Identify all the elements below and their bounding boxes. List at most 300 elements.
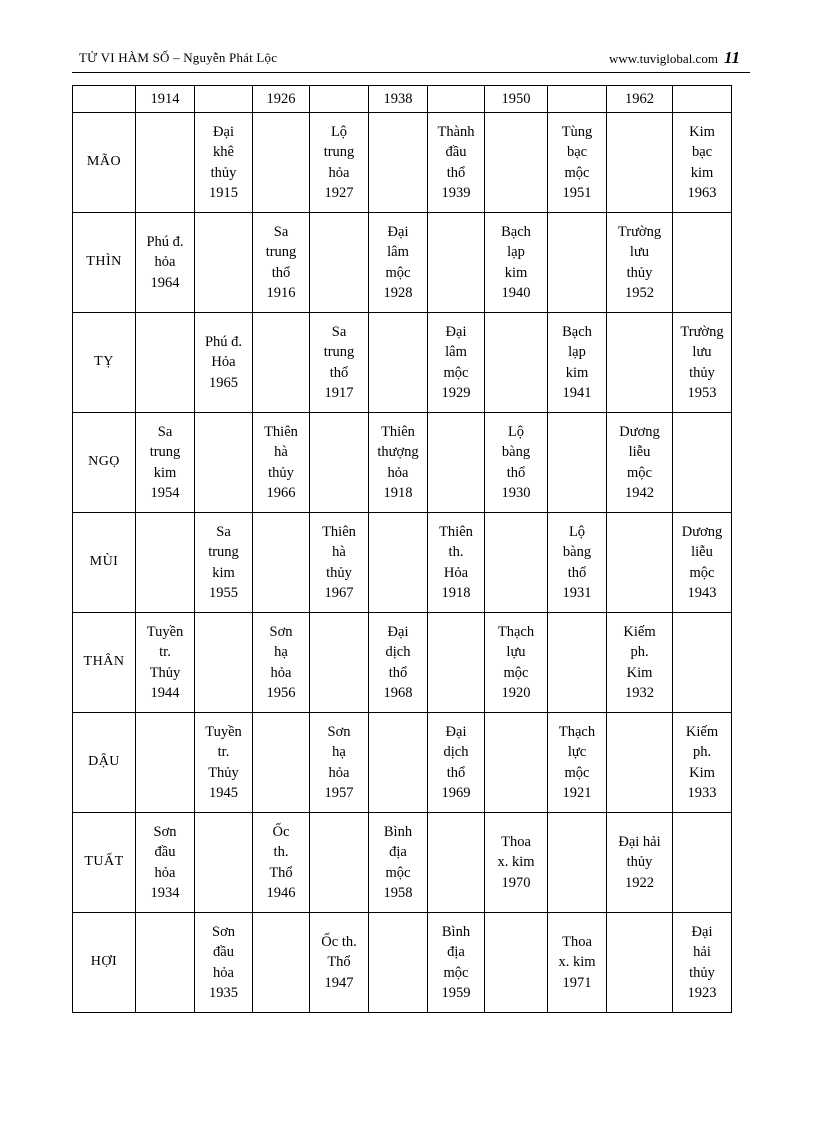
empty-cell bbox=[136, 913, 195, 1013]
empty-cell bbox=[195, 413, 253, 513]
row-label: MÃO bbox=[73, 113, 136, 213]
empty-cell bbox=[369, 513, 428, 613]
year-header-cell bbox=[548, 86, 607, 113]
row-label: THÂN bbox=[73, 613, 136, 713]
element-cell bbox=[548, 513, 607, 613]
cell-text-line: 1927 bbox=[324, 185, 354, 201]
element-cell bbox=[485, 813, 548, 913]
cell-text-line: Đại hải bbox=[618, 833, 661, 850]
empty-cell bbox=[607, 113, 673, 213]
cell-text-line: 1940 bbox=[501, 285, 531, 301]
cell-text-line: 1921 bbox=[562, 785, 592, 801]
cell-text-line: Thạch bbox=[497, 623, 535, 640]
element-cell bbox=[673, 113, 732, 213]
cell-text-line: lựu bbox=[506, 644, 526, 660]
cell-text-line: 1967 bbox=[324, 585, 354, 601]
cell-text-line: Thiên bbox=[439, 523, 473, 540]
cell-text-line: mộc bbox=[385, 264, 411, 281]
cell-text-line: địa bbox=[447, 944, 465, 960]
element-cell bbox=[428, 513, 485, 613]
cell-text-line: 1923 bbox=[687, 985, 717, 1001]
cell-text-line: 1916 bbox=[266, 285, 296, 301]
empty-cell bbox=[485, 913, 548, 1013]
cell-text-line: 1933 bbox=[687, 785, 717, 801]
cell-text-line: Bình bbox=[383, 823, 413, 840]
empty-cell bbox=[428, 213, 485, 313]
cell-text-line: Sa bbox=[216, 523, 231, 540]
cell-text-line: 1942 bbox=[625, 485, 654, 501]
cell-text-line: Lộ bbox=[507, 423, 525, 440]
cell-text-line: Thạch bbox=[558, 723, 596, 740]
element-cell bbox=[607, 613, 673, 713]
year-header-cell: 1950 bbox=[485, 86, 548, 113]
cell-text-line: mộc bbox=[564, 764, 590, 781]
cell-text-line: kim bbox=[565, 364, 589, 381]
cell-text-line: ph. bbox=[630, 644, 649, 660]
cell-text-line: Tuyền bbox=[146, 623, 184, 640]
empty-cell bbox=[485, 313, 548, 413]
cell-text-line: Thủy bbox=[208, 764, 239, 781]
empty-cell bbox=[253, 713, 310, 813]
cell-text-line: 1922 bbox=[625, 874, 654, 891]
cell-text-line: 1932 bbox=[625, 685, 654, 701]
cell-text-line: lâm bbox=[387, 244, 409, 260]
cell-text-line: Sa bbox=[331, 323, 347, 340]
cell-text-line: Sơn bbox=[153, 823, 177, 840]
element-cell bbox=[195, 313, 253, 413]
element-cell bbox=[485, 613, 548, 713]
empty-cell bbox=[428, 813, 485, 913]
cell-text-line: dịch bbox=[385, 644, 411, 660]
empty-cell bbox=[310, 413, 369, 513]
cell-text-line: Thổ bbox=[327, 954, 351, 971]
cell-text-line: dịch bbox=[443, 744, 469, 760]
table-row bbox=[73, 813, 732, 913]
table-row bbox=[73, 613, 732, 713]
cell-text-line: 1957 bbox=[324, 785, 354, 801]
cell-text-line: hỏa bbox=[270, 664, 292, 681]
element-cell bbox=[253, 613, 310, 713]
cell-text-line: Thiên bbox=[264, 423, 298, 440]
element-cell bbox=[310, 113, 369, 213]
year-header-cell bbox=[673, 86, 732, 113]
cell-text-line: 1941 bbox=[562, 385, 592, 401]
cell-text-line: 1947 bbox=[324, 974, 354, 991]
cell-text-line: 1966 bbox=[266, 485, 296, 501]
corner-cell bbox=[73, 86, 136, 113]
cell-text-line: thủy bbox=[626, 854, 653, 871]
element-cell bbox=[369, 413, 428, 513]
cell-text-line: trung bbox=[323, 144, 355, 160]
cell-text-line: Sơn bbox=[327, 723, 351, 740]
cell-text-line: Trường bbox=[680, 323, 724, 340]
cell-text-line: mộc bbox=[443, 964, 469, 981]
empty-cell bbox=[136, 113, 195, 213]
empty-cell bbox=[548, 813, 607, 913]
row-label: HỢI bbox=[73, 913, 136, 1013]
empty-cell bbox=[607, 713, 673, 813]
cell-text-line: kim bbox=[153, 464, 177, 481]
cell-text-line: Dương bbox=[681, 523, 723, 540]
cell-text-line: 1944 bbox=[150, 685, 180, 701]
cell-text-line: 1956 bbox=[266, 685, 296, 701]
cell-text-line: Tuyền bbox=[205, 723, 242, 740]
element-cell bbox=[485, 213, 548, 313]
cell-text-line: Lộ bbox=[330, 123, 348, 140]
cell-text-line: hà bbox=[274, 444, 288, 460]
cell-text-line: 1934 bbox=[150, 885, 180, 901]
empty-cell bbox=[607, 913, 673, 1013]
cell-text-line: 1946 bbox=[266, 885, 296, 901]
element-cell bbox=[253, 413, 310, 513]
element-cell bbox=[136, 413, 195, 513]
cell-text-line: Kiếm bbox=[623, 623, 656, 640]
cell-text-line: thổ bbox=[271, 264, 291, 281]
cell-text-line: hạ bbox=[274, 644, 288, 660]
cell-text-line: bàng bbox=[501, 444, 531, 460]
year-element-table bbox=[72, 85, 732, 1013]
element-cell bbox=[310, 513, 369, 613]
header-right bbox=[609, 48, 740, 68]
cell-text-line: 1965 bbox=[209, 374, 238, 391]
element-cell bbox=[607, 213, 673, 313]
empty-cell bbox=[253, 513, 310, 613]
cell-text-line: mộc bbox=[503, 664, 529, 681]
cell-text-line: Thiên bbox=[322, 523, 356, 540]
page-number: 11 bbox=[723, 48, 740, 67]
cell-text-line: lực bbox=[567, 744, 587, 760]
year-header-cell: 1938 bbox=[369, 86, 428, 113]
row-label: NGỌ bbox=[73, 413, 136, 513]
cell-text-line: 1971 bbox=[562, 974, 592, 991]
element-cell bbox=[548, 313, 607, 413]
table-row bbox=[73, 313, 732, 413]
row-label: TỴ bbox=[73, 313, 136, 413]
empty-cell bbox=[548, 213, 607, 313]
cell-text-line: Đại bbox=[691, 923, 713, 940]
cell-text-line: khê bbox=[213, 144, 234, 160]
element-cell bbox=[195, 913, 253, 1013]
table-row bbox=[73, 413, 732, 513]
element-cell bbox=[369, 813, 428, 913]
cell-text-line: lạp bbox=[568, 344, 586, 360]
element-cell bbox=[136, 813, 195, 913]
element-cell bbox=[548, 913, 607, 1013]
cell-text-line: Bạch bbox=[501, 223, 531, 240]
cell-text-line: tr. bbox=[217, 744, 230, 760]
cell-text-line: hỏa bbox=[154, 864, 176, 881]
cell-text-line: 1969 bbox=[441, 785, 471, 801]
element-cell bbox=[195, 713, 253, 813]
cell-text-line: liễu bbox=[691, 544, 713, 560]
cell-text-line: Dương bbox=[619, 423, 660, 440]
cell-text-line: hỏa bbox=[328, 764, 350, 781]
element-cell bbox=[310, 313, 369, 413]
empty-cell bbox=[485, 713, 548, 813]
cell-text-line: 1955 bbox=[209, 585, 238, 601]
table-row bbox=[73, 713, 732, 813]
cell-text-line: hạ bbox=[332, 744, 346, 760]
cell-text-line: thủy bbox=[268, 464, 294, 481]
cell-text-line: bạc bbox=[566, 144, 588, 160]
cell-text-line: tr. bbox=[159, 644, 171, 660]
empty-cell bbox=[310, 813, 369, 913]
cell-text-line: địa bbox=[389, 844, 407, 860]
cell-text-line: Kim bbox=[689, 123, 715, 140]
empty-cell bbox=[548, 413, 607, 513]
cell-text-line: 1928 bbox=[383, 285, 413, 301]
cell-text-line: hải bbox=[693, 944, 711, 960]
empty-cell bbox=[253, 313, 310, 413]
element-cell bbox=[428, 113, 485, 213]
empty-cell bbox=[195, 613, 253, 713]
cell-text-line: trung bbox=[323, 344, 355, 360]
empty-cell bbox=[310, 613, 369, 713]
empty-cell bbox=[136, 513, 195, 613]
cell-text-line: Thành bbox=[437, 123, 475, 140]
element-cell bbox=[607, 813, 673, 913]
year-header-cell bbox=[428, 86, 485, 113]
cell-text-line: 1963 bbox=[687, 185, 717, 201]
cell-text-line: Hỏa bbox=[211, 354, 236, 371]
cell-text-line: 1917 bbox=[324, 385, 354, 401]
cell-text-line: thủy bbox=[326, 564, 352, 581]
cell-text-line: 1930 bbox=[501, 485, 531, 501]
empty-cell bbox=[369, 113, 428, 213]
element-cell bbox=[253, 813, 310, 913]
empty-cell bbox=[369, 313, 428, 413]
cell-text-line: đầu bbox=[154, 844, 176, 860]
element-cell bbox=[136, 613, 195, 713]
empty-cell bbox=[253, 113, 310, 213]
cell-text-line: Kim bbox=[626, 664, 653, 681]
empty-cell bbox=[195, 213, 253, 313]
cell-text-line: Kiếm bbox=[685, 723, 719, 740]
element-cell bbox=[428, 313, 485, 413]
cell-text-line: thủy bbox=[626, 264, 653, 281]
cell-text-line: 1958 bbox=[383, 885, 413, 901]
cell-text-line: 1939 bbox=[441, 185, 471, 201]
cell-text-line: Ốc th. bbox=[321, 933, 357, 950]
cell-text-line: kim bbox=[504, 264, 528, 281]
cell-text-line: 1954 bbox=[150, 485, 180, 501]
cell-text-line: Đại bbox=[445, 723, 467, 740]
cell-text-line: thổ bbox=[446, 764, 466, 781]
empty-cell bbox=[607, 513, 673, 613]
row-label: DẬU bbox=[73, 713, 136, 813]
cell-text-line: liễu bbox=[628, 444, 651, 460]
element-cell bbox=[428, 913, 485, 1013]
cell-text-line: mộc bbox=[689, 564, 715, 581]
cell-text-line: hỏa bbox=[387, 464, 409, 481]
cell-text-line: Ốc bbox=[272, 823, 290, 840]
table-body bbox=[73, 86, 732, 1013]
year-header-cell bbox=[195, 86, 253, 113]
cell-text-line: Kim bbox=[689, 764, 715, 781]
cell-text-line: 1918 bbox=[383, 485, 413, 501]
cell-text-line: thổ bbox=[388, 664, 408, 681]
cell-text-line: Trường bbox=[617, 223, 662, 240]
cell-text-line: Phú đ. bbox=[146, 233, 184, 250]
empty-cell bbox=[548, 613, 607, 713]
header-divider bbox=[72, 72, 750, 73]
cell-text-line: lâm bbox=[445, 344, 467, 360]
element-cell bbox=[310, 713, 369, 813]
empty-cell bbox=[485, 513, 548, 613]
element-cell bbox=[673, 513, 732, 613]
element-cell bbox=[428, 713, 485, 813]
year-header-cell bbox=[310, 86, 369, 113]
cell-text-line: trung bbox=[208, 544, 239, 560]
table-row bbox=[73, 213, 732, 313]
empty-cell bbox=[673, 413, 732, 513]
cell-text-line: Tùng bbox=[561, 123, 593, 140]
cell-text-line: hỏa bbox=[154, 254, 176, 271]
empty-cell bbox=[310, 213, 369, 313]
cell-text-line: x. kim bbox=[497, 854, 535, 871]
element-cell bbox=[548, 113, 607, 213]
cell-text-line: đầu bbox=[213, 944, 234, 960]
cell-text-line: Bình bbox=[441, 923, 471, 940]
year-header-cell: 1926 bbox=[253, 86, 310, 113]
cell-text-line: Sơn bbox=[269, 623, 293, 640]
cell-text-line: Thủy bbox=[149, 664, 181, 681]
empty-cell bbox=[673, 813, 732, 913]
cell-text-line: lạp bbox=[507, 244, 525, 260]
element-cell bbox=[607, 413, 673, 513]
cell-text-line: thủy bbox=[689, 364, 715, 381]
empty-cell bbox=[673, 213, 732, 313]
table-row bbox=[73, 113, 732, 213]
table-row bbox=[73, 513, 732, 613]
cell-text-line: mộc bbox=[443, 364, 469, 381]
year-header-cell: 1914 bbox=[136, 86, 195, 113]
element-cell bbox=[369, 213, 428, 313]
empty-cell bbox=[136, 713, 195, 813]
cell-text-line: Phú đ. bbox=[204, 333, 243, 350]
cell-text-line: 1970 bbox=[501, 874, 531, 891]
element-cell bbox=[673, 713, 732, 813]
cell-text-line: Thổ bbox=[269, 864, 293, 881]
cell-text-line: trung bbox=[149, 444, 181, 460]
cell-text-line: trung bbox=[265, 244, 297, 260]
cell-text-line: 1968 bbox=[383, 685, 413, 701]
website-link[interactable]: www.tuviglobal.com bbox=[609, 51, 718, 66]
cell-text-line: ph. bbox=[692, 744, 712, 760]
cell-text-line: Đại bbox=[387, 623, 409, 640]
cell-text-line: 1943 bbox=[687, 585, 717, 601]
cell-text-line: lưu bbox=[629, 244, 650, 260]
cell-text-line: Sa bbox=[273, 223, 289, 240]
element-cell bbox=[253, 213, 310, 313]
cell-text-line: thổ bbox=[446, 164, 466, 181]
cell-text-line: 1959 bbox=[441, 985, 471, 1001]
cell-text-line: thổ bbox=[329, 364, 349, 381]
element-cell bbox=[548, 713, 607, 813]
empty-cell bbox=[428, 413, 485, 513]
cell-text-line: thổ bbox=[567, 564, 587, 581]
cell-text-line: hỏa bbox=[213, 964, 234, 981]
cell-text-line: thủy bbox=[210, 164, 237, 181]
cell-text-line: Thoa bbox=[501, 833, 531, 850]
cell-text-line: kim bbox=[212, 564, 235, 581]
year-header-row bbox=[73, 86, 732, 113]
empty-cell bbox=[195, 813, 253, 913]
empty-cell bbox=[136, 313, 195, 413]
cell-text-line: 1953 bbox=[687, 385, 717, 401]
cell-text-line: Sơn bbox=[212, 923, 235, 940]
empty-cell bbox=[485, 113, 548, 213]
cell-text-line: mộc bbox=[564, 164, 590, 181]
cell-text-line: 1945 bbox=[209, 785, 238, 801]
cell-text-line: Lộ bbox=[568, 523, 586, 540]
cell-text-line: x. kim bbox=[558, 954, 596, 971]
row-label: THÌN bbox=[73, 213, 136, 313]
cell-text-line: Đại bbox=[445, 323, 467, 340]
element-cell bbox=[136, 213, 195, 313]
row-label: TUẤT bbox=[73, 813, 136, 913]
cell-text-line: 1918 bbox=[441, 585, 471, 601]
row-label: MÙI bbox=[73, 513, 136, 613]
cell-text-line: Thiên bbox=[381, 423, 415, 440]
empty-cell bbox=[369, 713, 428, 813]
empty-cell bbox=[253, 913, 310, 1013]
cell-text-line: Bạch bbox=[562, 323, 592, 340]
cell-text-line: th. bbox=[273, 844, 289, 860]
cell-text-line: bạc bbox=[691, 144, 713, 160]
cell-text-line: thổ bbox=[506, 464, 526, 481]
cell-text-line: 1915 bbox=[209, 185, 238, 201]
cell-text-line: bàng bbox=[562, 544, 592, 560]
cell-text-line: hỏa bbox=[328, 164, 350, 181]
cell-text-line: 1951 bbox=[562, 185, 592, 201]
cell-text-line: 1964 bbox=[150, 274, 180, 291]
cell-text-line: hà bbox=[332, 544, 346, 560]
table-row bbox=[73, 913, 732, 1013]
element-cell bbox=[195, 513, 253, 613]
book-title: TỬ VI HÀM SỐ – Nguyễn Phát Lộc bbox=[79, 50, 278, 65]
element-cell bbox=[673, 313, 732, 413]
cell-text-line: 1952 bbox=[625, 285, 654, 301]
empty-cell bbox=[428, 613, 485, 713]
cell-text-line: lưu bbox=[692, 344, 712, 360]
element-cell bbox=[673, 913, 732, 1013]
cell-text-line: Đại bbox=[387, 223, 409, 240]
cell-text-line: Hỏa bbox=[443, 564, 469, 581]
cell-text-line: 1929 bbox=[441, 385, 471, 401]
element-cell bbox=[195, 113, 253, 213]
cell-text-line: Đại bbox=[213, 123, 234, 140]
cell-text-line: 1935 bbox=[209, 985, 238, 1001]
cell-text-line: kim bbox=[690, 164, 714, 181]
cell-text-line: Sa bbox=[157, 423, 173, 440]
cell-text-line: thượng bbox=[377, 444, 419, 460]
year-header-cell: 1962 bbox=[607, 86, 673, 113]
element-cell bbox=[369, 613, 428, 713]
element-cell bbox=[485, 413, 548, 513]
cell-text-line: th. bbox=[448, 544, 464, 560]
empty-cell bbox=[607, 313, 673, 413]
element-cell bbox=[310, 913, 369, 1013]
empty-cell bbox=[369, 913, 428, 1013]
cell-text-line: mộc bbox=[385, 864, 411, 881]
cell-text-line: thủy bbox=[689, 964, 715, 981]
cell-text-line: Thoa bbox=[562, 933, 592, 950]
cell-text-line: mộc bbox=[627, 464, 652, 481]
cell-text-line: đầu bbox=[445, 144, 467, 160]
cell-text-line: 1920 bbox=[501, 685, 531, 701]
empty-cell bbox=[673, 613, 732, 713]
